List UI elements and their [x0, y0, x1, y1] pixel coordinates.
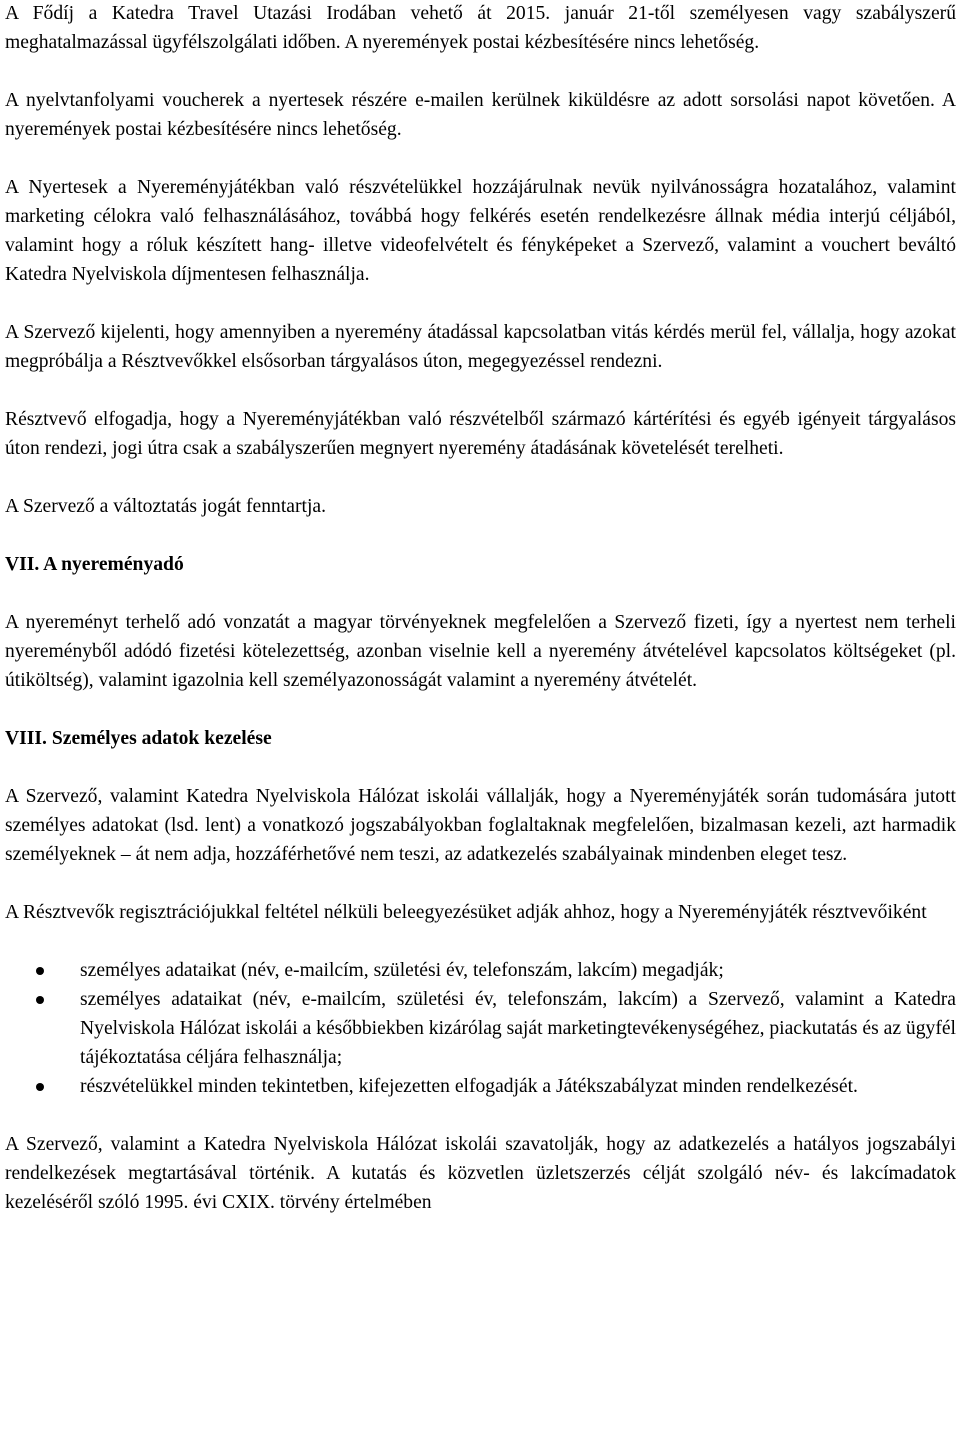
paragraph-right-to-change: A Szervező a változtatás jogát fenntartja. — [5, 496, 326, 517]
spacer — [5, 695, 956, 724]
paragraph-voucher-delivery: A nyelvtanfolyami voucherek a nyertesek részére e-mailen kerülnek kiküldésre az adott sorsolási napot követően. A nyeremények postai kézbesítésére nincs lehetőség. — [5, 90, 956, 140]
consent-bullet-list — [5, 956, 956, 1101]
list-item-text: személyes adataikat (név, e-mailcím, születési év, telefonszám, lakcím) megadják; — [80, 960, 724, 981]
spacer — [5, 57, 956, 86]
section-title: Személyes adatok kezelése — [51, 728, 272, 749]
spacer — [5, 869, 956, 898]
bullet-icon — [36, 967, 44, 975]
bullet-icon — [36, 1083, 44, 1091]
list-item — [5, 985, 956, 1072]
list-item-text: részvételükkel minden tekintetben, kifejezetten elfogadják a Játékszabályzat minden rendelkezését. — [80, 1076, 858, 1097]
paragraph-winners-consent: A Nyertesek a Nyereményjátékban való részvételükkel hozzájárulnak nevük nyilvánosságra hozatalához, valamint marketing célokra való felhasználásához, továbbá hogy felkérés esetén rendelkezésre állnak média interjú céljából, valamint hogy a róluk készített hang- illetve videofelvételt és fényképeket a Szervező, valamint a vouchert beváltó Katedra Nyelviskola díjmentesen felhasználja. — [5, 177, 956, 285]
paragraph-main-prize-pickup: A Fődíj a Katedra Travel Utazási Irodában vehető át 2015. január 21-től személyesen vagy szabályszerű meghatalmazással ügyfélszolgálati időben. A nyeremények postai kézbesítésére nincs lehetőség. — [5, 3, 956, 53]
document-page — [5, 0, 956, 1452]
section-heading-personal-data — [5, 724, 956, 753]
paragraph-registration-consent: A Résztvevők regisztrációjukkal feltétel nélküli beleegyezésüket adják ahhoz, hogy a Nyereményjáték résztvevőiként — [5, 902, 927, 923]
spacer — [5, 144, 956, 173]
spacer — [5, 376, 956, 405]
spacer — [5, 521, 956, 550]
paragraph-prize-tax: A nyereményt terhelő adó vonzatát a magyar törvényeknek megfelelően a Szervező fizeti, így a nyertest nem terheli nyereményből adódó fizetési kötelezettség, azonban viselnie kell a nyeremény átvételével kapcsolatos költségeket (pl. útiköltség), valamint igazolnia kell személyazonosságát valamint a nyeremény átvételét. — [5, 612, 956, 691]
spacer — [5, 1101, 956, 1130]
spacer — [5, 579, 956, 608]
spacer — [5, 289, 956, 318]
list-item — [5, 1072, 956, 1101]
paragraph-data-confidentiality: A Szervező, valamint Katedra Nyelviskola Hálózat iskolái vállalják, hogy a Nyereményjáték során tudomására jutott személyes adatokat (lsd. lent) a vonatkozó jogszabályokban foglaltaknak megfelelően, bizalmasan kezeli, azt harmadik személyeknek – át nem adja, hozzáférhetővé nem teszi, az adatkezelés szabályainak mindenben eleget tesz. — [5, 786, 956, 865]
section-number: VII. — [5, 554, 40, 575]
bullet-icon — [36, 996, 44, 1004]
list-item-text: személyes adataikat (név, e-mailcím, születési év, telefonszám, lakcím) a Szervező, valamint a Katedra Nyelviskola Hálózat iskolái a későbbiekben kizárólag saját marketingtevékenységéhez, piackutatás és az ügyfél tájékoztatása céljára felhasználja; — [80, 989, 956, 1068]
section-number: VIII. — [5, 728, 47, 749]
section-heading-prize-tax — [5, 550, 956, 579]
spacer — [5, 463, 956, 492]
paragraph-participant-claims: Résztvevő elfogadja, hogy a Nyereményjátékban való részvételből származó kártérítési és egyéb igényeit tárgyalásos úton rendezi, jogi útra csak a szabályszerűen megnyert nyeremény átadásának követelését terelheti. — [5, 409, 956, 459]
spacer — [5, 927, 956, 956]
paragraph-dispute-resolution: A Szervező kijelenti, hogy amennyiben a nyeremény átadással kapcsolatban vitás kérdés merül fel, vállalja, hogy azokat megpróbálja a Résztvevőkkel elsősorban tárgyalásos úton, megegyezéssel rendezni. — [5, 322, 956, 372]
list-item — [5, 956, 956, 985]
paragraph-data-handling-law: A Szervező, valamint a Katedra Nyelviskola Hálózat iskolái szavatolják, hogy az adatkezelés a hatályos jogszabályi rendelkezések megtartásával történik. A kutatás és közvetlen üzletszerzés célját szolgáló név- és lakcímadatok kezeléséről szóló 1995. évi CXIX. törvény értelmében — [5, 1134, 956, 1213]
section-title: A nyereményadó — [43, 554, 184, 575]
spacer — [5, 753, 956, 782]
